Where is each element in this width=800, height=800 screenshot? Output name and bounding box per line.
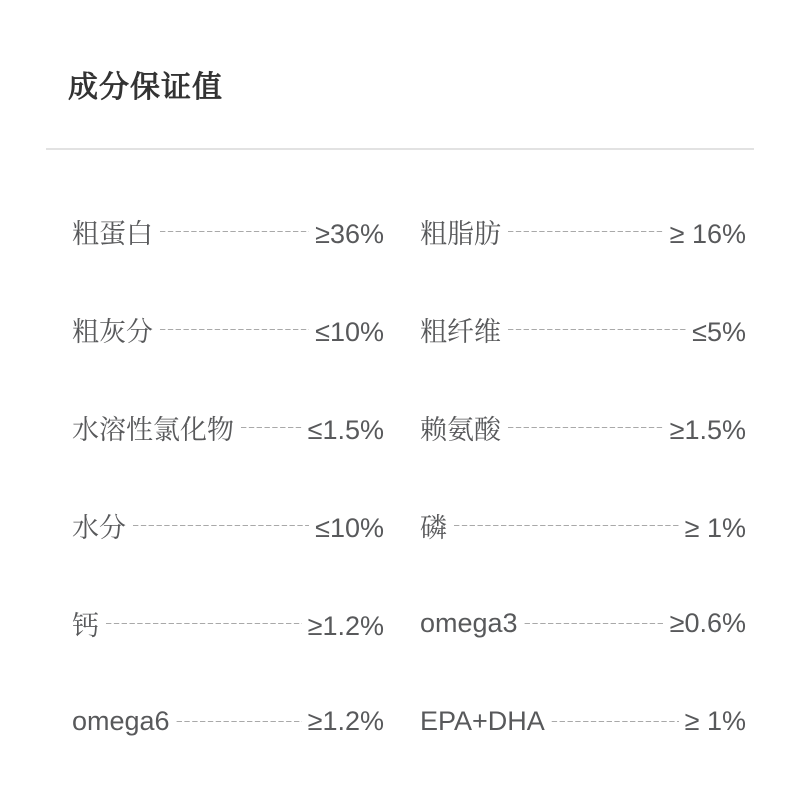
nutrient-label: omega3: [420, 607, 518, 638]
nutrient-value: ≥36%: [315, 218, 384, 249]
list-item: [400, 574, 754, 672]
nutrient-label: 磷: [420, 512, 447, 543]
list-item: [400, 378, 754, 476]
list-item: [400, 476, 754, 574]
nutrient-value: ≥ 16%: [669, 218, 746, 249]
dot-leader: [507, 329, 686, 330]
nutrient-row: [72, 706, 384, 737]
nutrient-value: ≤1.5%: [307, 414, 384, 445]
dot-leader: [176, 721, 302, 722]
list-item: [46, 378, 400, 476]
list-item: [400, 182, 754, 280]
nutrient-label: 粗脂肪: [420, 218, 501, 249]
dot-leader: [551, 721, 679, 722]
nutrient-row: [72, 212, 384, 251]
nutrient-row: [72, 310, 384, 349]
nutrient-row: [420, 408, 746, 447]
nutrient-row: [72, 506, 384, 545]
nutrient-label: 赖氨酸: [420, 414, 501, 445]
nutrient-label: omega6: [72, 705, 170, 736]
dot-leader: [507, 231, 664, 232]
list-item: [46, 280, 400, 378]
nutrient-row: [420, 608, 746, 639]
nutrient-value: ≥1.5%: [669, 414, 746, 445]
dot-leader: [453, 525, 679, 526]
list-item: [400, 280, 754, 378]
nutrient-value: ≥1.2%: [307, 610, 384, 641]
nutrient-label: 粗纤维: [420, 316, 501, 347]
nutrient-value: ≤10%: [315, 316, 384, 347]
dot-leader: [507, 427, 664, 428]
page-title: 成分保证值: [68, 71, 223, 104]
list-item: [400, 672, 754, 770]
nutrient-value: ≥0.6%: [669, 607, 746, 638]
nutrient-label: 粗蛋白: [72, 218, 153, 249]
list-item: [46, 672, 400, 770]
list-item: [46, 574, 400, 672]
nutrient-row: [420, 706, 746, 737]
nutrient-row: [420, 212, 746, 251]
nutrient-row: [72, 408, 384, 447]
nutrient-label: EPA+DHA: [420, 705, 545, 736]
nutrient-row: [420, 310, 746, 349]
nutrient-label: 粗灰分: [72, 316, 153, 347]
list-item: [46, 182, 400, 280]
dot-leader: [159, 231, 309, 232]
nutrient-value: ≤5%: [692, 316, 746, 347]
dot-leader: [159, 329, 309, 330]
nutrient-label: 水溶性氯化物: [72, 414, 234, 445]
nutrient-value: ≥ 1%: [684, 705, 746, 736]
nutrient-row: [72, 604, 384, 643]
dot-leader: [240, 427, 302, 428]
nutrient-value: ≤10%: [315, 512, 384, 543]
list-item: [46, 476, 400, 574]
nutrient-row: [420, 506, 746, 545]
nutrient-value: ≥1.2%: [307, 705, 384, 736]
dot-leader: [524, 623, 664, 624]
dot-leader: [132, 525, 309, 526]
nutrient-value: ≥ 1%: [684, 512, 746, 543]
dot-leader: [105, 623, 302, 624]
title-divider: [46, 148, 754, 150]
nutrient-label: 钙: [72, 610, 99, 641]
nutrient-grid: [46, 182, 754, 770]
nutrient-label: 水分: [72, 512, 126, 543]
